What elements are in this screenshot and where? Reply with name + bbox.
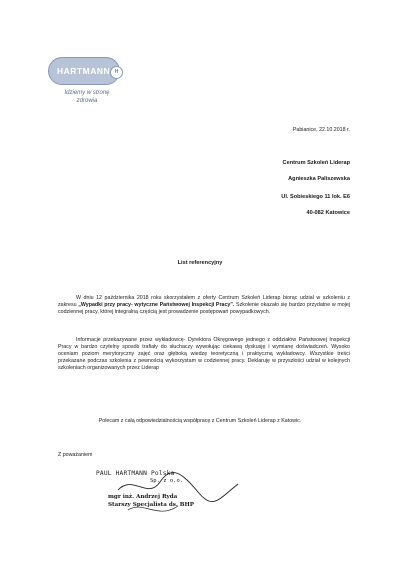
company-stamp (88, 470, 258, 540)
stamp-company-name: PAUL HARTMANN Polska (96, 470, 175, 477)
logo-brand: HARTMANN (57, 66, 111, 76)
paragraph-1-end: Szkolenie okazało się bardzo przydatne w mojej codziennej pracy, której integralną częścią jest prowadzenie postępowań powypadkowych. (58, 302, 351, 315)
addressee-line-2: Agnieszka Paliszewska (288, 176, 350, 182)
letter-title: List referencyjny (177, 260, 223, 266)
paragraph-1-training-name: „Wypadki przy pracy- wytyczne Państwowej Inspekcji Pracy". (78, 302, 235, 308)
paragraph-2 (58, 337, 350, 372)
paragraph-1 (58, 295, 350, 316)
logo-tagline (52, 89, 122, 105)
tagline-line-1: Idziemy w stronę (64, 90, 110, 96)
logo-badge-icon: H (110, 66, 123, 79)
letter-date: Pabianice, 22.10.2018 r. (292, 127, 350, 133)
stamp-person-name: mgr inż. Andrzej Ryda (108, 494, 178, 500)
stamp-person-role: Starszy Specjalista ds. BHP (108, 502, 195, 508)
closing-salutation: Z poważaniem (58, 452, 93, 458)
hartmann-logo (48, 57, 120, 85)
tagline-line-2: zdrowia (76, 98, 98, 104)
paragraph-1-start: W dniu 12 października 2018 roku skorzystałem z oferty Centrum Szkoleń Liderap biorąc udział w szkoleniu z zakresu (58, 295, 350, 308)
addressee-line-4: 40-082 Katowice (306, 210, 350, 216)
paragraph-3: Polecam z całą odpowiedzialnością współpracę z Centrum Szkoleń Liderap z Katowic. (98, 418, 302, 424)
paragraph-2-text: Informacje przekazywane przez wykładowcę- Dyrektora Okręgowego jednego z oddziałów Państwowej Inspekcji Pracy w bardzo czytelny sposób trafiały do słuchaczy wywołując ciekawą dyskusję i wymianę doświadczeń. Wysoko oceniam poziom merytoryczny zajęć oraz głęboką wiedzę teoretyczną i praktyczną wykładowcy. Wszystkie treści przekazane podczas szkolenia z pewnością wykorzystam w codziennej pracy. Deklaruję w przyszłości udział w kolejnych szkoleniach organizowanych przez Liderap (58, 337, 350, 371)
addressee-line-1: Centrum Szkoleń Liderap (282, 160, 350, 166)
addressee-line-3: Ul. Sobieskiego 11 lok. E6 (281, 194, 350, 200)
stamp-company-form: Sp. z o.o. (150, 478, 184, 484)
